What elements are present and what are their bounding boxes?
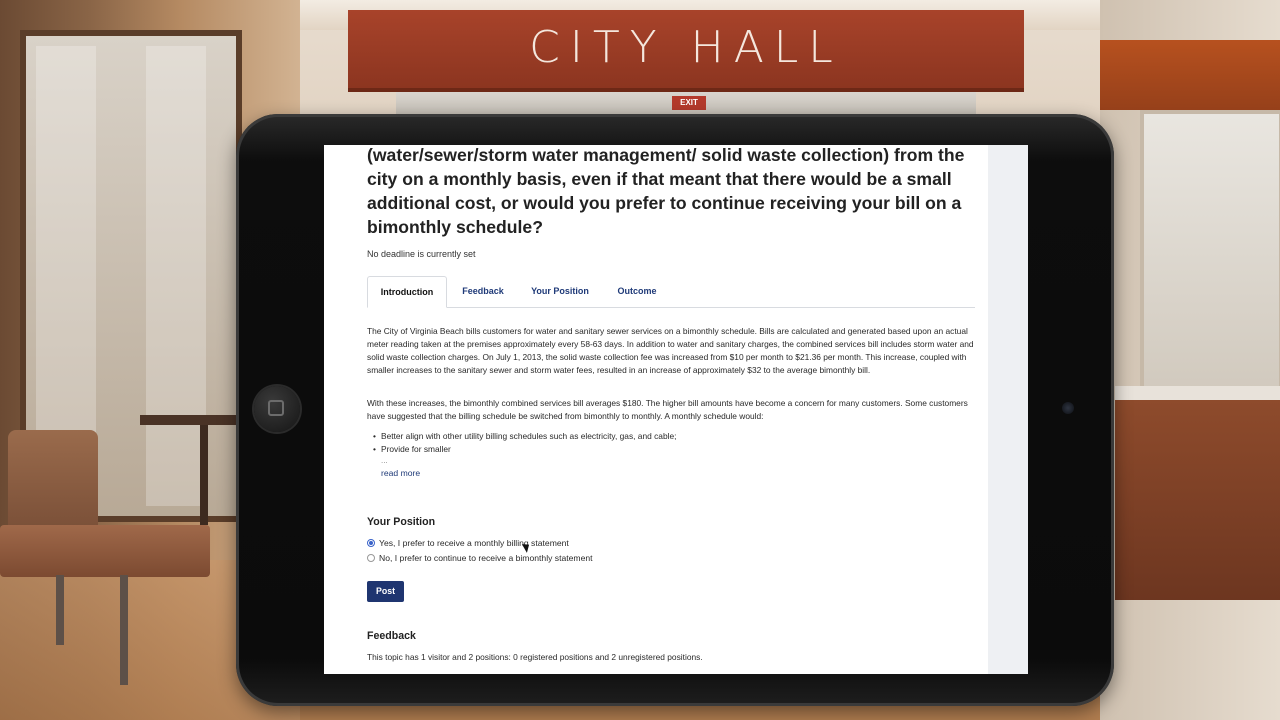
benefit-list — [373, 430, 676, 456]
screen-margin — [988, 145, 1028, 674]
tablet-camera-icon — [1062, 402, 1074, 414]
right-window — [1140, 110, 1280, 418]
intro-paragraph: With these increases, the bimonthly combined services bill averages $180. The higher bill amounts have become a concern for many customers. Some customers have suggested that the billing schedule be switched from bimonthly to monthly. A monthly schedule would: — [367, 398, 968, 421]
chair-leg — [120, 575, 128, 685]
list-item: • Better align with other utility billing schedules such as electricity, gas, and cable; — [373, 430, 676, 443]
city-hall-sign-text: CITY HALL — [529, 22, 843, 73]
truncation-ellipsis: ... — [381, 456, 388, 465]
deadline-text: No deadline is currently set — [367, 249, 476, 259]
position-option-no[interactable] — [367, 552, 593, 565]
post-button[interactable]: Post — [367, 581, 404, 602]
read-more-link[interactable]: read more — [381, 468, 421, 478]
tablet-screen — [324, 145, 1028, 674]
list-item: • Provide for smaller — [373, 443, 676, 456]
position-option-yes[interactable] — [367, 537, 569, 550]
intro-paragraph: The City of Virginia Beach bills customers for water and sanitary sewer services on a bimonthly schedule. Bills are calculated and generated based upon an actual meter reading taken at the premises approximately every 58-63 days. In addition to water and sanitary charges, the combined services bill includes storm water and solid waste collection charges. On July 1, 2013, the solid waste collection fee was increased from $10 per month to $21.36 per month. This increase, coupled with smaller increases to the sanitary sewer and storm water fees, resulted in an increase of approximately $32 to the average bimonthly bill. — [367, 326, 974, 375]
feedback-heading: Feedback — [367, 630, 416, 642]
tab-feedback[interactable]: Feedback — [462, 286, 504, 296]
radio-button[interactable] — [367, 554, 375, 562]
window-pane — [146, 46, 206, 506]
right-soffit — [1100, 40, 1280, 110]
side-table-leg — [200, 425, 208, 525]
home-square-icon — [268, 400, 284, 416]
topic-question: (water/sewer/storm water management/ solid waste collection) from the city on a monthly basis, even if that meant that there would be a small additional cost, or would you prefer to continue receiving your bill on a bimonthly schedule? — [367, 145, 965, 237]
tab-your-position[interactable]: Your Position — [531, 286, 589, 296]
option-label: Yes, I prefer to receive a monthly billing statement — [379, 538, 569, 548]
tablet-home-button[interactable] — [254, 386, 300, 432]
option-label: No, I prefer to continue to receive a bimonthly statement — [379, 553, 593, 563]
feedback-summary: This topic has 1 visitor and 2 positions: 0 registered positions and 2 unregistered positions. — [367, 652, 703, 662]
radio-button[interactable] — [367, 539, 375, 547]
exit-sign: EXIT — [672, 96, 706, 110]
chair-seat — [0, 525, 210, 577]
topic-tabs — [367, 276, 975, 308]
your-position-heading: Your Position — [367, 516, 436, 528]
tab-outcome[interactable]: Outcome — [617, 286, 657, 296]
tab-introduction[interactable]: Introduction — [367, 276, 447, 308]
chair-leg — [56, 575, 64, 645]
reception-counter — [1115, 400, 1280, 600]
